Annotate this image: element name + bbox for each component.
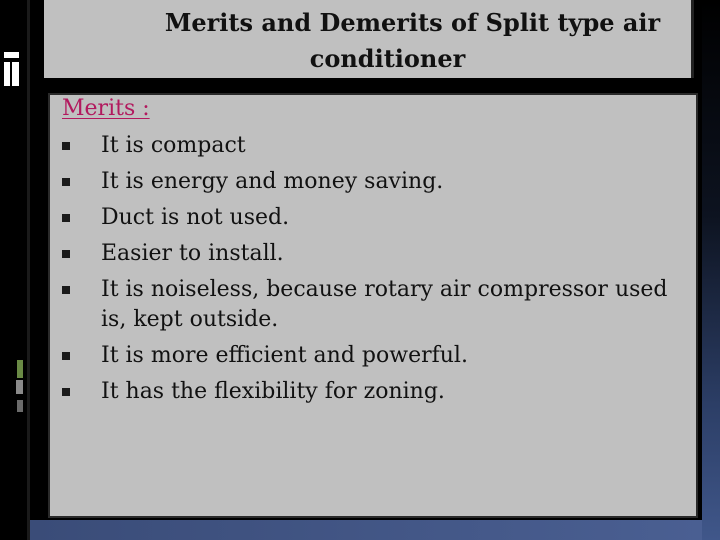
- square-bullet-icon: [62, 250, 70, 258]
- list-item-text: It is compact: [101, 133, 246, 158]
- square-bullet-icon: [62, 142, 70, 150]
- slide-content-box: [48, 93, 698, 518]
- list-item-text: Duct is not used.: [101, 205, 290, 230]
- list-item: [60, 128, 685, 164]
- square-bullet-icon: [62, 214, 70, 222]
- left-divider-line: [27, 0, 30, 540]
- list-item-text: It has the flexibility for zoning.: [101, 379, 445, 404]
- list-item: [60, 272, 685, 338]
- list-item-text: It is more efficient and powerful.: [101, 343, 468, 368]
- decorative-accent-gray: [17, 400, 23, 412]
- list-item: [60, 236, 685, 272]
- right-gradient-strip: [702, 0, 720, 540]
- square-bullet-icon: [62, 286, 70, 294]
- slide-title-line-1: Merits and Demerits of Split type air: [164, 8, 661, 37]
- square-bullet-icon: [62, 178, 70, 186]
- list-item: [60, 338, 685, 374]
- list-item-text: It is energy and money saving.: [101, 169, 444, 194]
- decorative-accent-bar: [4, 62, 10, 86]
- square-bullet-icon: [62, 352, 70, 360]
- decorative-accent-bar: [12, 62, 19, 86]
- list-item: [60, 164, 685, 200]
- merits-heading: Merits :: [62, 96, 150, 121]
- decorative-accent-bar: [4, 52, 19, 58]
- list-item: [60, 200, 685, 236]
- list-item-text: Easier to install.: [101, 241, 284, 266]
- decorative-accent-green: [17, 360, 23, 378]
- decorative-accent-gray: [16, 380, 23, 394]
- list-item: [60, 374, 685, 410]
- slide-title-line-2: conditioner: [309, 44, 466, 73]
- bottom-gradient-strip: [30, 520, 702, 540]
- square-bullet-icon: [62, 388, 70, 396]
- list-item-text: It is noiseless, because rotary air compressor used is, kept outside.: [101, 277, 668, 332]
- merits-list: [60, 128, 685, 410]
- slide-title-box: [44, 0, 694, 78]
